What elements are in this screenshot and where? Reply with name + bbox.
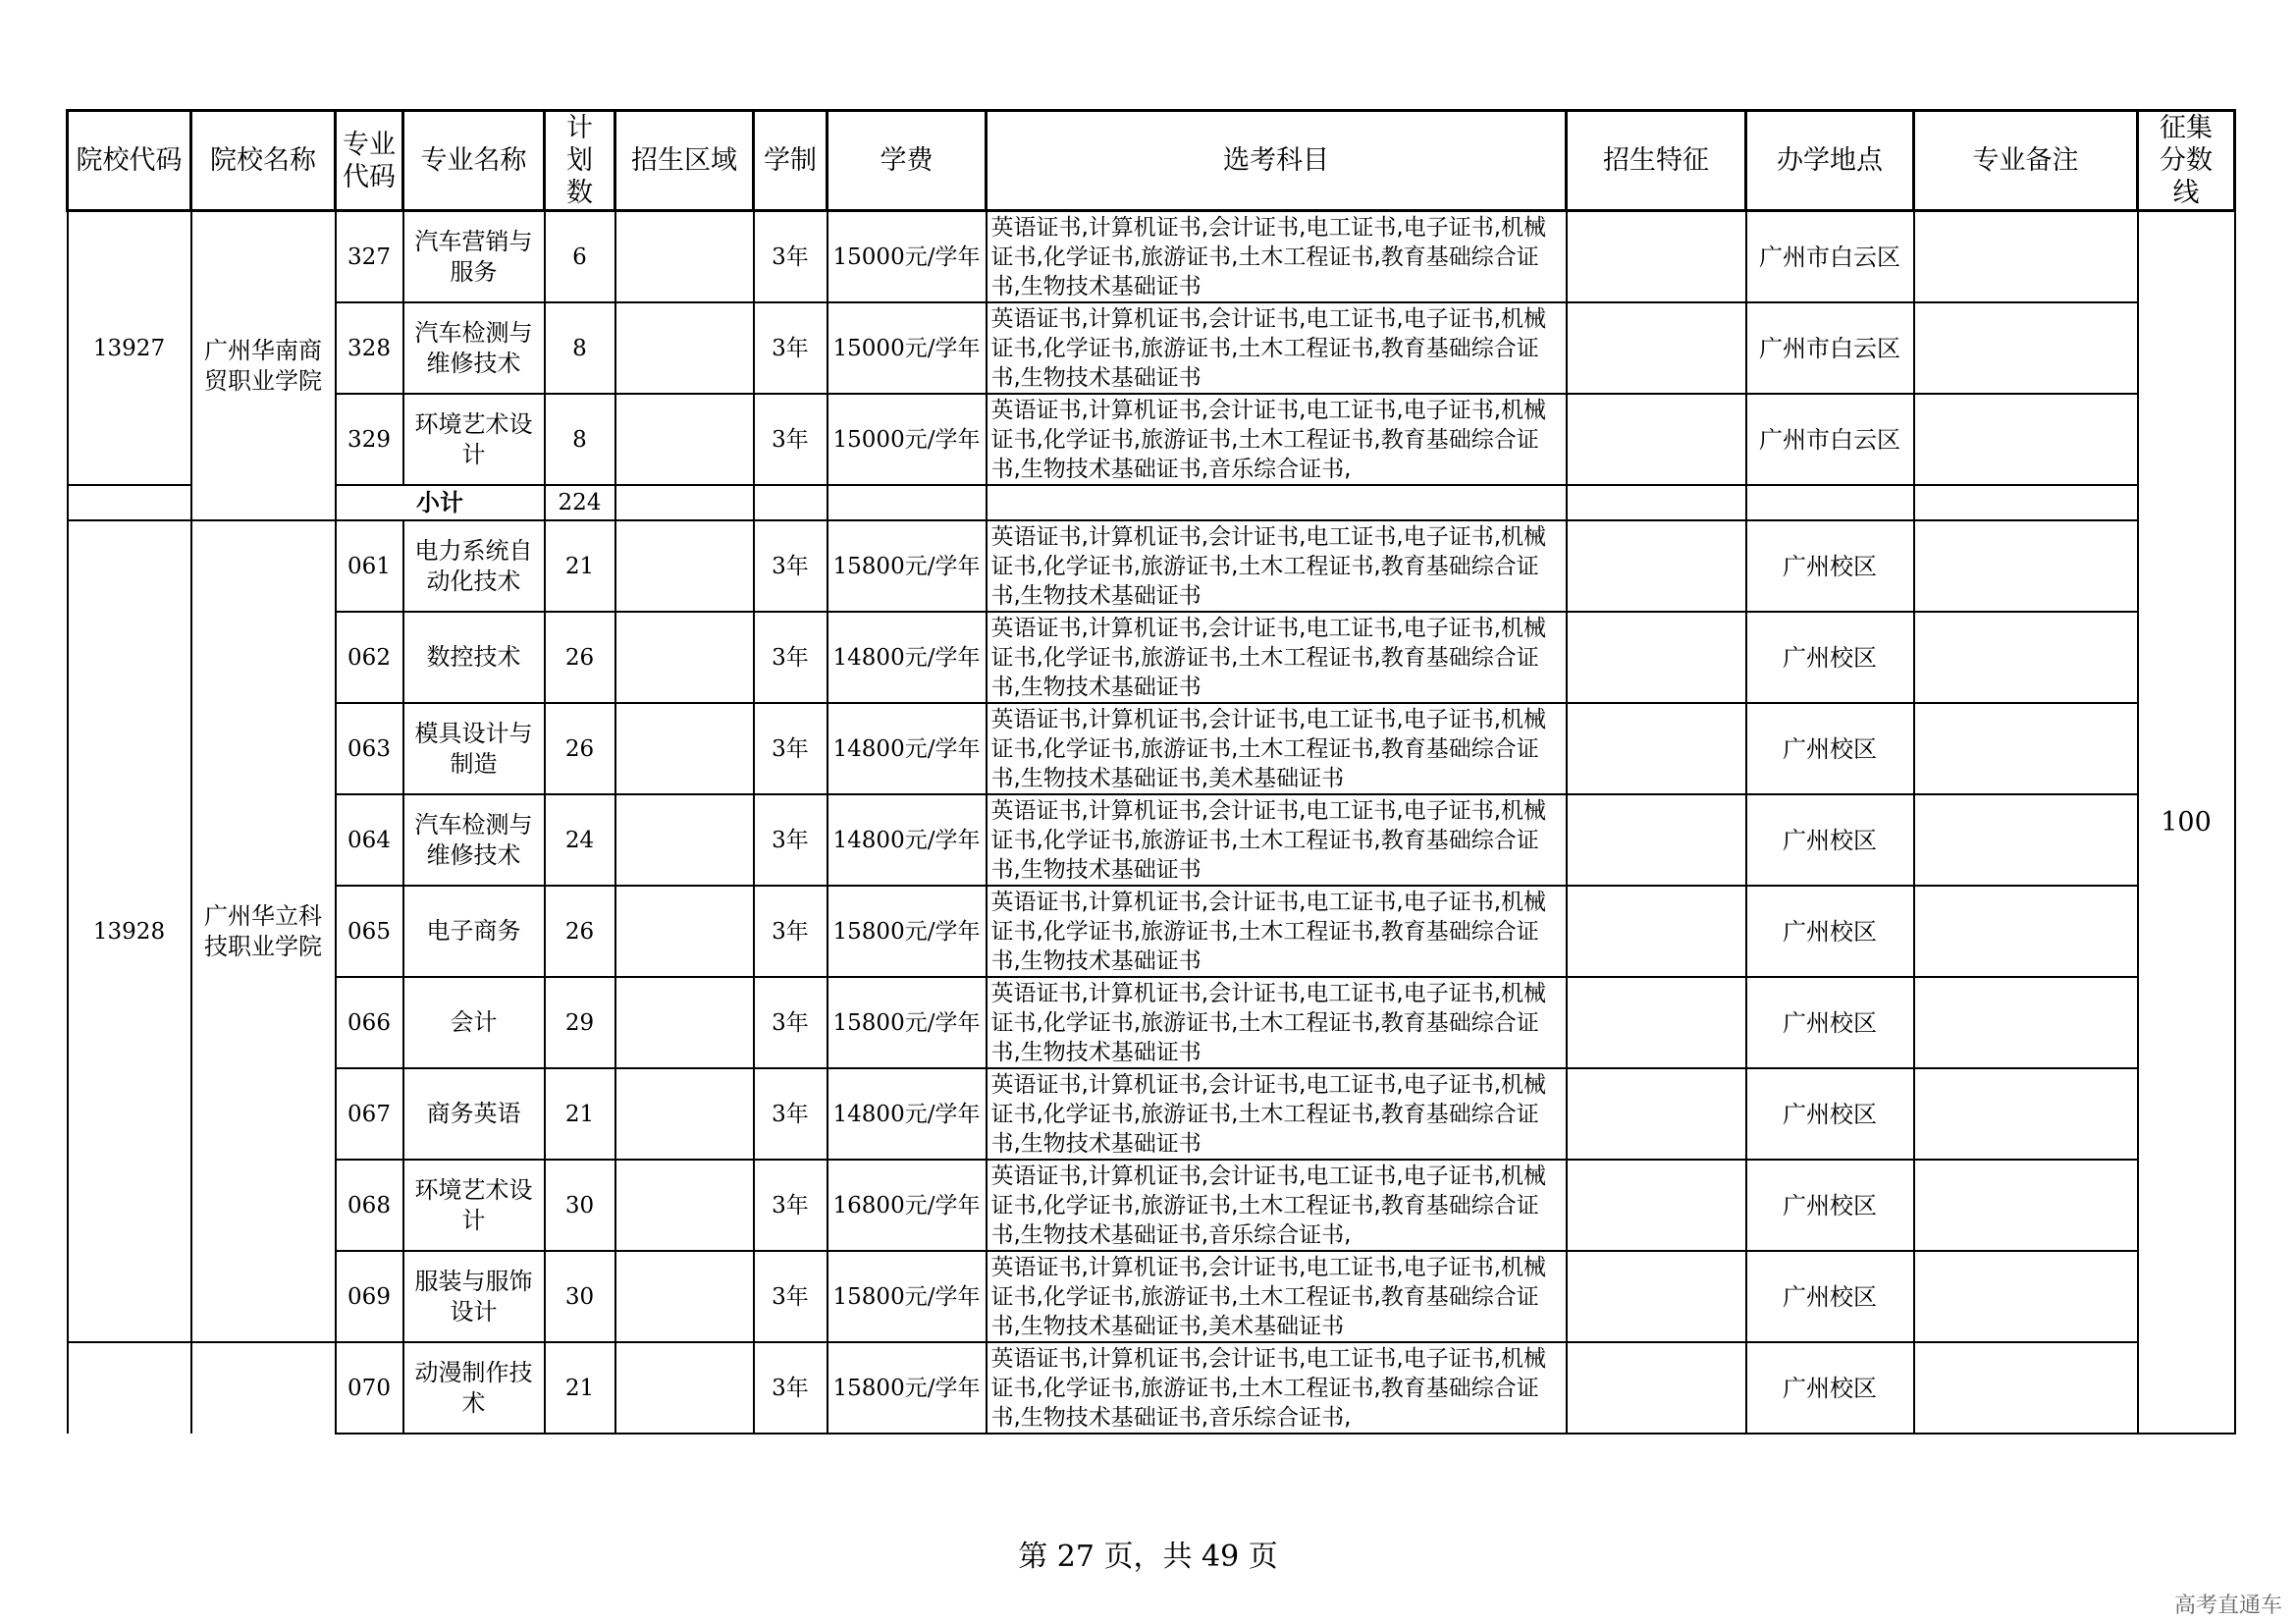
table-row: [68, 612, 2235, 703]
empty-cell: [1914, 485, 2138, 520]
major-code-cell: 065: [336, 886, 403, 977]
remarks-cell: [1914, 1068, 2138, 1160]
major-code-cell: 327: [336, 211, 403, 303]
subjects-cell: 英语证书,计算机证书,会计证书,电工证书,电子证书,机械证书,化学证书,旅游证书,土木工程证书,教育基础综合证书,生物技术基础证书,音乐综合证书,: [987, 1342, 1567, 1434]
major-code-cell: 062: [336, 612, 403, 703]
plan-cell: 8: [545, 394, 615, 485]
major-code-cell: 328: [336, 302, 403, 394]
subjects-cell: 英语证书,计算机证书,会计证书,电工证书,电子证书,机械证书,化学证书,旅游证书,土木工程证书,教育基础综合证书,生物技术基础证书: [987, 211, 1567, 303]
location-cell: 广州校区: [1746, 520, 1914, 612]
subjects-cell: 英语证书,计算机证书,会计证书,电工证书,电子证书,机械证书,化学证书,旅游证书,土木工程证书,教育基础综合证书,生物技术基础证书: [987, 977, 1567, 1068]
page-footer: 第 27 页，共 49 页: [1018, 1540, 1278, 1574]
major-name-cell: 商务英语: [403, 1068, 545, 1160]
major-code-cell: 061: [336, 520, 403, 612]
location-cell: 广州市白云区: [1746, 302, 1914, 394]
table-row: [68, 1342, 2235, 1434]
fee-cell: 14800元/学年: [828, 794, 987, 886]
location-cell: 广州校区: [1746, 1160, 1914, 1251]
plan-cell: 6: [545, 211, 615, 303]
subjects-cell: 英语证书,计算机证书,会计证书,电工证书,电子证书,机械证书,化学证书,旅游证书,土木工程证书,教育基础综合证书,生物技术基础证书: [987, 520, 1567, 612]
duration-cell: 3年: [754, 211, 828, 303]
major-name-cell: 动漫制作技术: [403, 1342, 545, 1434]
features-cell: [1567, 1342, 1746, 1434]
empty-cell: [987, 485, 1567, 520]
major-code-cell: 067: [336, 1068, 403, 1160]
location-cell: 广州校区: [1746, 1251, 1914, 1342]
plan-cell: 24: [545, 794, 615, 886]
fee-cell: 15800元/学年: [828, 886, 987, 977]
score-line-cell: 100: [2138, 211, 2235, 1435]
major-code-cell: 070: [336, 1342, 403, 1434]
duration-cell: 3年: [754, 394, 828, 485]
subjects-cell: 英语证书,计算机证书,会计证书,电工证书,电子证书,机械证书,化学证书,旅游证书,土木工程证书,教育基础综合证书,生物技术基础证书,美术基础证书: [987, 703, 1567, 794]
location-cell: 广州市白云区: [1746, 211, 1914, 303]
duration-cell: 3年: [754, 1160, 828, 1251]
header-duration: 学制: [754, 111, 828, 211]
remarks-cell: [1914, 886, 2138, 977]
features-cell: [1567, 1251, 1746, 1342]
remarks-cell: [1914, 302, 2138, 394]
empty-cell: [1746, 485, 1914, 520]
duration-cell: 3年: [754, 886, 828, 977]
fee-cell: 15800元/学年: [828, 977, 987, 1068]
location-cell: 广州校区: [1746, 1068, 1914, 1160]
school-name-cell: 广州华南商贸职业学院: [191, 211, 336, 521]
table-row: [68, 977, 2235, 1068]
region-cell: [615, 211, 754, 303]
fee-cell: 15800元/学年: [828, 1342, 987, 1434]
subjects-cell: 英语证书,计算机证书,会计证书,电工证书,电子证书,机械证书,化学证书,旅游证书,土木工程证书,教育基础综合证书,生物技术基础证书,美术基础证书: [987, 1251, 1567, 1342]
plan-cell: 21: [545, 1068, 615, 1160]
duration-cell: 3年: [754, 794, 828, 886]
header-score: 征集分数线: [2138, 111, 2235, 211]
region-cell: [615, 612, 754, 703]
major-name-cell: 汽车检测与维修技术: [403, 794, 545, 886]
plan-cell: 30: [545, 1251, 615, 1342]
empty-cell: [615, 485, 754, 520]
major-name-cell: 数控技术: [403, 612, 545, 703]
table-row: [68, 1160, 2235, 1251]
school-code-cell: [68, 1342, 191, 1434]
location-cell: 广州校区: [1746, 1342, 1914, 1434]
remarks-cell: [1914, 977, 2138, 1068]
fee-cell: 16800元/学年: [828, 1160, 987, 1251]
empty-cell: [828, 485, 987, 520]
header-plan: 计划数: [545, 111, 615, 211]
duration-cell: 3年: [754, 1068, 828, 1160]
plan-cell: 26: [545, 612, 615, 703]
header-major-name: 专业名称: [403, 111, 545, 211]
table-row: [68, 394, 2235, 485]
duration-cell: 3年: [754, 302, 828, 394]
subjects-cell: 英语证书,计算机证书,会计证书,电工证书,电子证书,机械证书,化学证书,旅游证书,土木工程证书,教育基础综合证书,生物技术基础证书: [987, 612, 1567, 703]
features-cell: [1567, 977, 1746, 1068]
fee-cell: 15000元/学年: [828, 211, 987, 303]
table-row: [68, 886, 2235, 977]
remarks-cell: [1914, 1251, 2138, 1342]
fee-cell: 14800元/学年: [828, 703, 987, 794]
major-name-cell: 环境艺术设计: [403, 1160, 545, 1251]
location-cell: 广州校区: [1746, 794, 1914, 886]
table-row: [68, 794, 2235, 886]
subjects-cell: 英语证书,计算机证书,会计证书,电工证书,电子证书,机械证书,化学证书,旅游证书,土木工程证书,教育基础综合证书,生物技术基础证书: [987, 1068, 1567, 1160]
header-school-code: 院校代码: [68, 111, 191, 211]
duration-cell: 3年: [754, 520, 828, 612]
plan-cell: 26: [545, 886, 615, 977]
features-cell: [1567, 520, 1746, 612]
header-location: 办学地点: [1746, 111, 1914, 211]
major-code-cell: 069: [336, 1251, 403, 1342]
remarks-cell: [1914, 612, 2138, 703]
subjects-cell: 英语证书,计算机证书,会计证书,电工证书,电子证书,机械证书,化学证书,旅游证书,土木工程证书,教育基础综合证书,生物技术基础证书: [987, 302, 1567, 394]
location-cell: 广州校区: [1746, 886, 1914, 977]
watermark: 高考直通车: [2173, 1594, 2282, 1618]
header-region: 招生区域: [615, 111, 754, 211]
features-cell: [1567, 886, 1746, 977]
table-row: [68, 1068, 2235, 1160]
major-name-cell: 汽车营销与服务: [403, 211, 545, 303]
location-cell: 广州校区: [1746, 703, 1914, 794]
subjects-cell: 英语证书,计算机证书,会计证书,电工证书,电子证书,机械证书,化学证书,旅游证书,土木工程证书,教育基础综合证书,生物技术基础证书: [987, 794, 1567, 886]
features-cell: [1567, 394, 1746, 485]
region-cell: [615, 886, 754, 977]
remarks-cell: [1914, 211, 2138, 303]
major-code-cell: 066: [336, 977, 403, 1068]
header-remarks: 专业备注: [1914, 111, 2138, 211]
major-name-cell: 服装与服饰设计: [403, 1251, 545, 1342]
table-row: [68, 520, 2235, 612]
location-cell: 广州校区: [1746, 977, 1914, 1068]
region-cell: [615, 1251, 754, 1342]
major-name-cell: 汽车检测与维修技术: [403, 302, 545, 394]
subjects-cell: 英语证书,计算机证书,会计证书,电工证书,电子证书,机械证书,化学证书,旅游证书,土木工程证书,教育基础综合证书,生物技术基础证书,音乐综合证书,: [987, 1160, 1567, 1251]
duration-cell: 3年: [754, 1251, 828, 1342]
header-features: 招生特征: [1567, 111, 1746, 211]
plan-cell: 30: [545, 1160, 615, 1251]
region-cell: [615, 1160, 754, 1251]
table-row: [68, 211, 2235, 303]
fee-cell: 15000元/学年: [828, 394, 987, 485]
remarks-cell: [1914, 520, 2138, 612]
region-cell: [615, 1342, 754, 1434]
major-name-cell: 会计: [403, 977, 545, 1068]
remarks-cell: [1914, 794, 2138, 886]
header-school-name: 院校名称: [191, 111, 336, 211]
major-name-cell: 模具设计与制造: [403, 703, 545, 794]
school-code-cell: 13927: [68, 211, 191, 486]
subjects-cell: 英语证书,计算机证书,会计证书,电工证书,电子证书,机械证书,化学证书,旅游证书,土木工程证书,教育基础综合证书,生物技术基础证书: [987, 886, 1567, 977]
plan-cell: 21: [545, 520, 615, 612]
fee-cell: 14800元/学年: [828, 1068, 987, 1160]
remarks-cell: [1914, 703, 2138, 794]
location-cell: 广州校区: [1746, 612, 1914, 703]
features-cell: [1567, 1068, 1746, 1160]
empty-cell: [1567, 485, 1746, 520]
region-cell: [615, 703, 754, 794]
fee-cell: 15000元/学年: [828, 302, 987, 394]
features-cell: [1567, 612, 1746, 703]
major-code-cell: 329: [336, 394, 403, 485]
fee-cell: 14800元/学年: [828, 612, 987, 703]
major-code-cell: 063: [336, 703, 403, 794]
remarks-cell: [1914, 1342, 2138, 1434]
major-name-cell: 电子商务: [403, 886, 545, 977]
subtotal-label: 小计: [336, 485, 545, 520]
admissions-table: [66, 109, 2236, 1435]
table-row: [68, 302, 2235, 394]
region-cell: [615, 1068, 754, 1160]
fee-cell: 15800元/学年: [828, 520, 987, 612]
table-row: [68, 1251, 2235, 1342]
school-code-cell: 13928: [68, 520, 191, 1342]
plan-cell: 21: [545, 1342, 615, 1434]
table-row: [68, 703, 2235, 794]
major-code-cell: 064: [336, 794, 403, 886]
features-cell: [1567, 211, 1746, 303]
region-cell: [615, 520, 754, 612]
features-cell: [1567, 703, 1746, 794]
duration-cell: 3年: [754, 612, 828, 703]
features-cell: [1567, 1160, 1746, 1251]
fee-cell: 15800元/学年: [828, 1251, 987, 1342]
remarks-cell: [1914, 1160, 2138, 1251]
school-name-cell: [191, 1342, 336, 1434]
major-name-cell: 环境艺术设计: [403, 394, 545, 485]
subtotal-row: [68, 485, 2235, 520]
region-cell: [615, 302, 754, 394]
duration-cell: 3年: [754, 703, 828, 794]
features-cell: [1567, 302, 1746, 394]
header-fee: 学费: [828, 111, 987, 211]
features-cell: [1567, 794, 1746, 886]
header-row: [68, 111, 2235, 211]
duration-cell: 3年: [754, 977, 828, 1068]
school-name-cell: 广州华立科技职业学院: [191, 520, 336, 1342]
major-code-cell: 068: [336, 1160, 403, 1251]
header-subjects: 选考科目: [987, 111, 1567, 211]
region-cell: [615, 977, 754, 1068]
school-code-cell-empty: [68, 485, 191, 520]
header-major-code: 专业代码: [336, 111, 403, 211]
remarks-cell: [1914, 394, 2138, 485]
empty-cell: [754, 485, 828, 520]
region-cell: [615, 794, 754, 886]
location-cell: 广州市白云区: [1746, 394, 1914, 485]
subtotal-value: 224: [545, 485, 615, 520]
major-name-cell: 电力系统自动化技术: [403, 520, 545, 612]
plan-cell: 8: [545, 302, 615, 394]
region-cell: [615, 394, 754, 485]
plan-cell: 29: [545, 977, 615, 1068]
duration-cell: 3年: [754, 1342, 828, 1434]
subjects-cell: 英语证书,计算机证书,会计证书,电工证书,电子证书,机械证书,化学证书,旅游证书,土木工程证书,教育基础综合证书,生物技术基础证书,音乐综合证书,: [987, 394, 1567, 485]
plan-cell: 26: [545, 703, 615, 794]
